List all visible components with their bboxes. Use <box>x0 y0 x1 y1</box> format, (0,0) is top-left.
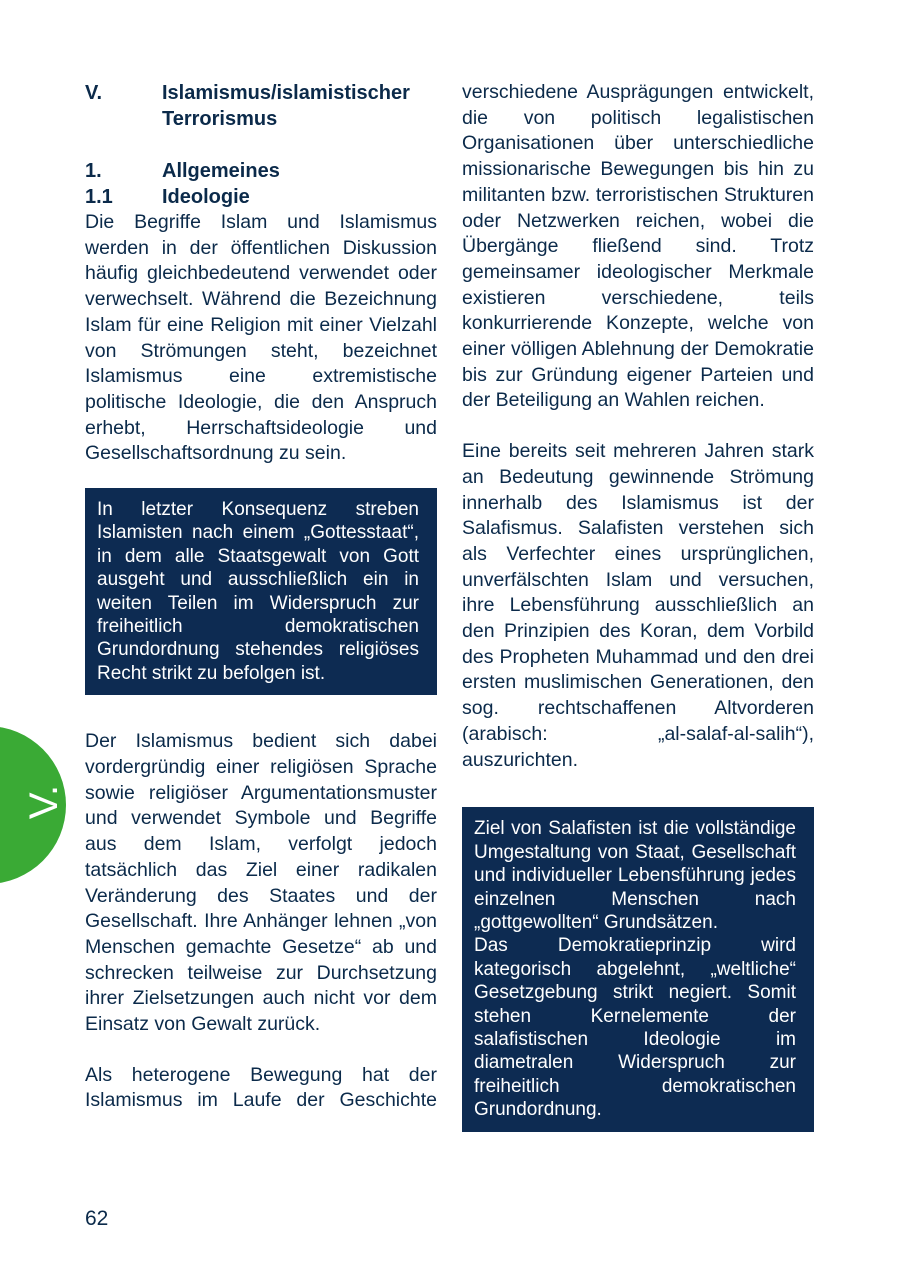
paragraph: Als heterogene Bewegung hat der Islamismus im Laufe der Geschichte <box>85 1063 437 1112</box>
chapter-number: V. <box>85 82 103 104</box>
highlight-text: Das Demokratieprinzip wird kategorisch abgelehnt, „weltliche“ Gesetzgebung strikt negiert. Somit stehen Kernelemente der salafistischen Ideologie im diametralen Widerspruch zur freiheitlich demokratischen Grundordnung. <box>474 935 796 1121</box>
chapter-tab-label: V. <box>22 784 66 820</box>
highlight-box <box>462 807 814 1131</box>
paragraph: Der Islamismus bedient sich dabei vordergründig einer religiösen Sprache sowie religiöser Argumentationsmuster und verwendet Symbole und Begriffe aus dem Islam, verfolgt jedoch tatsächlich das Ziel einer radikalen Veränderung des Staates und der Gesellschaft. Ihre Anhänger lehnen „von Menschen gemachte Gesetze“ ab und schrecken teilweise zur Durchsetzung ihrer Zielsetzungen auch nicht vor dem Einsatz von Gewalt zurück. <box>85 730 437 1036</box>
paragraph: verschiedene Ausprägungen entwickelt, die von politisch legalistischen Organisationen über unterschiedliche missionarische Bewegungen bis hin zu militanten bzw. terroristischen Strukturen oder Netzwerken reichen, wobei die Übergänge fließend sind. Trotz gemeinsamer ideologischer Merkmale existieren verschiedene, teils konkurrierende Konzepte, welche von einer völligen Ablehnung der Demokratie bis zur Gründung eigener Parteien und der Beteiligung an Wahlen reichen. <box>462 81 814 412</box>
subsection-heading <box>85 184 437 210</box>
left-column <box>85 80 437 1114</box>
chapter-heading <box>85 80 437 132</box>
right-column <box>462 80 814 1132</box>
subsection-number: 1.1 <box>85 186 113 208</box>
section-heading <box>85 158 437 184</box>
page-number: 62 <box>85 1207 109 1230</box>
highlight-box <box>85 488 437 695</box>
section-number: 1. <box>85 160 102 182</box>
highlight-text: In letzter Konsequenz streben Islamisten nach einem „Gottesstaat“, in dem alle Staatsgewalt von Gott ausgeht und ausschließlich ein in weiten Teilen im Widerspruch zur freiheitlich demokratischen Grundordnung stehendes religiöses Recht strikt zu befolgen ist. <box>97 499 419 684</box>
section-title: Allgemeines <box>162 160 280 182</box>
paragraph: Eine bereits seit mehreren Jahren stark an Bedeutung gewinnende Strömung innerhalb des Islamismus ist der Salafismus. Salafisten verstehen sich als Verfechter eines ursprünglichen, unverfälschten Islam und versuchen, ihre Lebensführung ausschließlich an den Prinzipien des Koran, dem Vorbild des Propheten Muhammad und den drei ersten muslimischen Generationen, den sog. rechtschaffenen Altvorderen (arabisch: „al-salaf-al-salih“), auszurichten. <box>462 440 814 771</box>
highlight-text: Ziel von Salafisten ist die vollständige Umgestaltung von Staat, Gesellschaft und individueller Lebensführung jedes einzelnen Menschen nach „gottgewollten“ Grundsätzen. <box>474 818 796 933</box>
subsection-title: Ideologie <box>162 186 250 208</box>
chapter-title: Islamismus/islamistischer Terrorismus <box>162 82 410 130</box>
paragraph: Die Begriffe Islam und Islamismus werden in der öffentlichen Diskussion häufig gleichbedeutend verwendet oder verwechselt. Während die Bezeichnung Islam für eine Religion mit einer Vielzahl von Strömungen steht, bezeichnet Islamismus eine extremistische politische Ideologie, die den Anspruch erhebt, Herrschaftsideologie und Gesellschaftsordnung zu sein. <box>85 211 437 465</box>
